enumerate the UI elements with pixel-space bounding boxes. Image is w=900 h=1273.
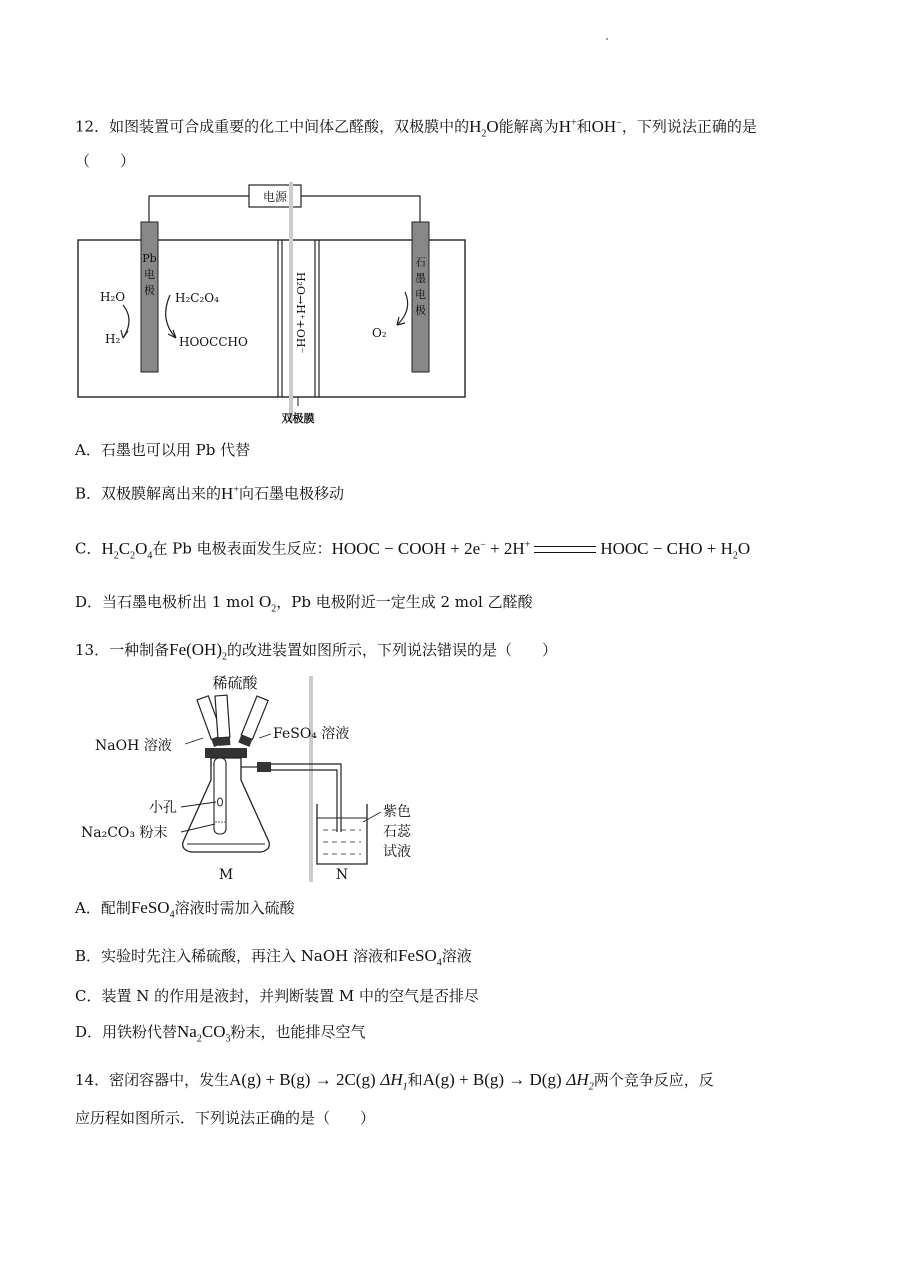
q13-option-b: B．实验时先注入稀硫酸，再注入 NaOH 溶液和FeSO$_4$溶液 xyxy=(75,946,472,969)
q12-stem: 12．如图装置可合成重要的化工中间体乙醛酸，双极膜中的$H_2O$能解离为H+和OH−，下列说法正确的是 xyxy=(75,116,757,140)
svg-text:电: 电 xyxy=(415,288,426,301)
small-hole xyxy=(218,798,223,806)
beaker-label: N xyxy=(335,867,349,883)
feso4-label: FeSO₄ 溶液 xyxy=(273,726,350,742)
svg-text:电: 电 xyxy=(144,268,155,281)
power-label: 电源 xyxy=(262,190,288,204)
naoh-label: NaOH 溶液 xyxy=(95,738,172,754)
svg-text:石蕊: 石蕊 xyxy=(383,824,411,840)
electrolysis-tank xyxy=(78,240,465,397)
svg-text:极: 极 xyxy=(144,284,155,297)
q12-paren: （ ） xyxy=(75,152,136,170)
svg-text:墨: 墨 xyxy=(415,272,426,285)
flask-label: M xyxy=(218,867,234,883)
q13-option-a: A．配制FeSO$_4$溶液时需加入硫酸 xyxy=(75,898,295,921)
q13-stem: 13．一种制备$Fe(OH)_2$的改进装置如图所示，下列说法错误的是（ ） xyxy=(75,640,558,663)
wire-left xyxy=(149,196,249,222)
svg-text:Pb: Pb xyxy=(142,252,157,265)
membrane-reaction: H₂O→H⁺+OH⁻ xyxy=(294,272,307,354)
svg-text:紫色: 紫色 xyxy=(383,804,411,820)
pb-electrode xyxy=(141,222,158,372)
scan-artifact xyxy=(289,182,293,422)
right-out-o2: O₂ xyxy=(372,326,387,340)
q12-option-a: A．石墨也可以用 Pb 代替 xyxy=(75,441,251,459)
q13-option-c: C．装置 N 的作用是液封，并判断装置 M 中的空气是否排尽 xyxy=(75,987,480,1005)
q14-stem-line2: 应历程如图所示．下列说法正确的是（ ） xyxy=(75,1109,376,1127)
wire-right xyxy=(301,196,420,222)
q12-option-d: D．当石墨电极析出 1 mol $O_2$，Pb 电极附近一定生成 2 mol 乙醛酸 xyxy=(75,592,533,615)
flask-stopper xyxy=(205,748,247,758)
acid-label: 稀硫酸 xyxy=(212,674,258,692)
inner-tube xyxy=(214,758,226,834)
membrane-label: 双极膜 xyxy=(281,412,315,425)
beaker-n xyxy=(317,804,367,864)
scan-artifact xyxy=(309,676,313,882)
svg-text:极: 极 xyxy=(415,304,426,317)
syringe-feso4 xyxy=(238,696,268,747)
na2co3-label: Na₂CO₃ 粉末 xyxy=(81,825,168,841)
svg-text:试液: 试液 xyxy=(383,844,411,860)
mid-in-h2c2o4: H₂C₂O₄ xyxy=(175,291,219,305)
q13-option-d: D．用铁粉代替$Na_2CO_3$粉末，也能排尽空气 xyxy=(75,1022,366,1045)
q12-option-c: C．$H_2C_2O_4$在 Pb 电极表面发生反应：HOOC − COOH + 2e− + 2H+ HOOC − CHO + $H_2O$ xyxy=(75,538,751,562)
hole-label: 小孔 xyxy=(149,800,177,816)
q14-stem: 14．密闭容器中，发生A(g) + B(g) → 2C(g) $\Delta H_1$和A(g) + B(g) → D(g) $\Delta H_2$两个竞争反应，反 xyxy=(75,1070,714,1093)
mid-out-hoocccho: HOOCCHO xyxy=(179,335,248,349)
left-out-h2: H₂ xyxy=(105,332,121,346)
q13-apparatus-figure xyxy=(81,672,425,884)
left-in-h2o: H₂O xyxy=(100,290,126,304)
scan-dot xyxy=(606,38,608,40)
q12-option-b: B．双极膜解离出来的H+向石墨电极移动 xyxy=(75,483,344,503)
q12-electrolysis-figure xyxy=(75,180,470,430)
svg-text:石: 石 xyxy=(415,256,426,269)
